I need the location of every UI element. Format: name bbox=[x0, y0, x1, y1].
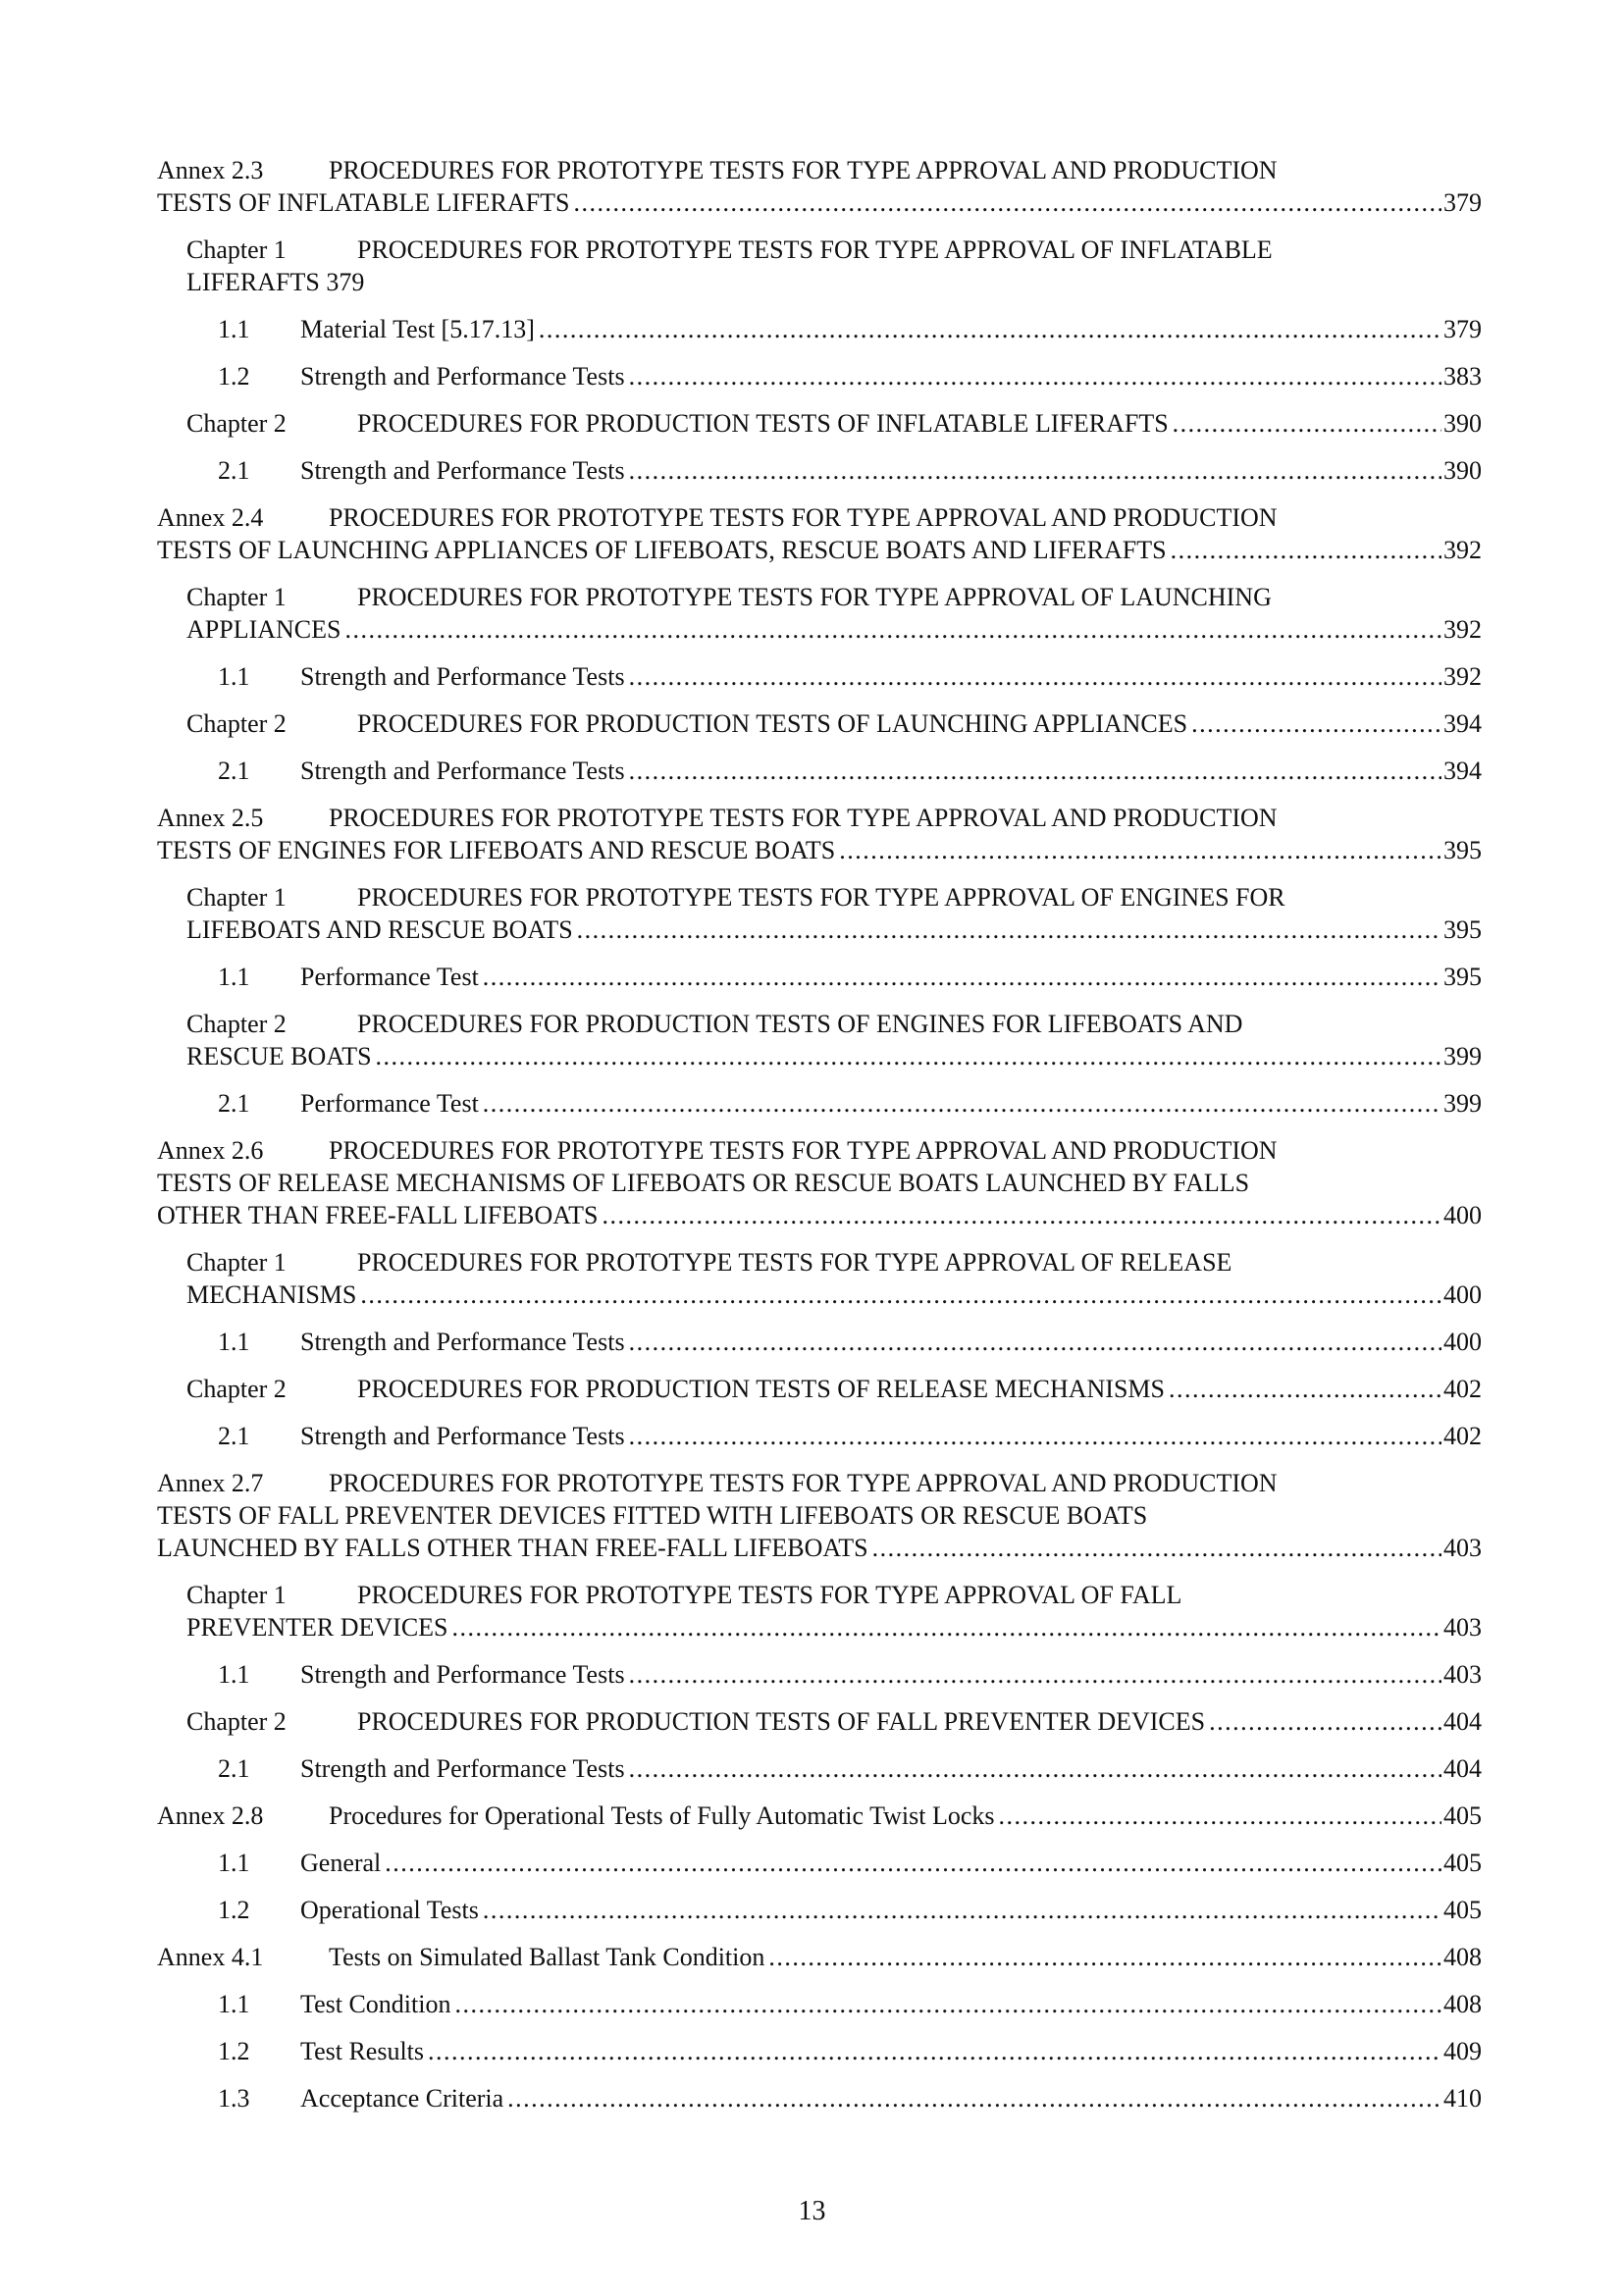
dot-leader bbox=[385, 1847, 1441, 1879]
toc-number: 2.1 bbox=[218, 1754, 250, 1783]
toc-title-line: PROCEDURES FOR PROTOTYPE TESTS FOR TYPE APPROVAL OF LAUNCHING bbox=[357, 583, 1272, 611]
toc-page-number: 390 bbox=[1443, 409, 1482, 438]
toc-title: Performance Test bbox=[300, 1089, 479, 1118]
dot-leader bbox=[602, 1199, 1441, 1231]
toc-title: Strength and Performance Tests bbox=[300, 1422, 625, 1450]
toc-number: 1.2 bbox=[218, 1896, 250, 1924]
toc-page-number: 379 bbox=[1443, 188, 1482, 217]
toc-page-number: 400 bbox=[1443, 1280, 1482, 1309]
dot-leader bbox=[629, 660, 1441, 693]
toc-chapter[interactable] bbox=[157, 581, 1482, 646]
toc-page-number: 404 bbox=[1443, 1707, 1482, 1736]
toc-annex-4-1[interactable] bbox=[157, 1941, 1482, 1973]
toc-number: 2.1 bbox=[218, 1422, 250, 1450]
toc-chapter[interactable] bbox=[157, 1579, 1482, 1644]
dot-leader bbox=[872, 1532, 1441, 1564]
toc-title: Performance Test bbox=[300, 963, 479, 991]
toc-chapter[interactable] bbox=[157, 707, 1482, 740]
dot-leader bbox=[629, 360, 1441, 392]
dot-leader bbox=[507, 2082, 1441, 2114]
toc-page-number: 379 bbox=[326, 268, 365, 296]
toc-title: Operational Tests bbox=[300, 1896, 479, 1924]
toc-title-line: PROCEDURES FOR PRODUCTION TESTS OF ENGINES FOR LIFEBOATS AND bbox=[357, 1010, 1243, 1038]
dot-leader bbox=[483, 1087, 1441, 1120]
toc-title: Acceptance Criteria bbox=[300, 2084, 504, 2113]
toc-number: Chapter 1 bbox=[186, 583, 287, 611]
toc-page-number: 392 bbox=[1443, 615, 1482, 644]
toc-title-line: RESCUE BOATS bbox=[186, 1042, 372, 1070]
toc-number: Chapter 2 bbox=[186, 1010, 287, 1038]
toc-title: Strength and Performance Tests bbox=[300, 757, 625, 785]
toc-title-line: MECHANISMS bbox=[186, 1280, 357, 1309]
toc-chapter[interactable] bbox=[157, 1246, 1482, 1311]
dot-leader bbox=[483, 961, 1441, 993]
toc-chapter[interactable] bbox=[157, 1008, 1482, 1072]
toc-title: PROCEDURES FOR PRODUCTION TESTS OF FALL PREVENTER DEVICES bbox=[357, 1707, 1206, 1736]
toc-section[interactable] bbox=[157, 660, 1482, 693]
toc-number: Annex 2.4 bbox=[157, 503, 264, 532]
toc-title: Test Results bbox=[300, 2037, 425, 2065]
toc-title-line: PROCEDURES FOR PROTOTYPE TESTS FOR TYPE APPROVAL AND PRODUCTION bbox=[329, 156, 1278, 184]
toc-title-line: LIFEBOATS AND RESCUE BOATS bbox=[186, 915, 573, 944]
toc-page-number: 404 bbox=[1443, 1754, 1482, 1783]
toc-number: 1.2 bbox=[218, 2037, 250, 2065]
toc-number: Annex 2.5 bbox=[157, 804, 264, 832]
dot-leader bbox=[1191, 707, 1441, 740]
toc-title-line: PROCEDURES FOR PROTOTYPE TESTS FOR TYPE APPROVAL OF ENGINES FOR bbox=[357, 883, 1285, 912]
toc-number: 1.2 bbox=[218, 362, 250, 391]
dot-leader bbox=[629, 1658, 1441, 1691]
toc-page-number: 399 bbox=[1443, 1042, 1482, 1070]
toc-title: PROCEDURES FOR PRODUCTION TESTS OF INFLATABLE LIFERAFTS bbox=[357, 409, 1169, 438]
toc-page-number: 405 bbox=[1443, 1801, 1482, 1830]
toc-section[interactable] bbox=[157, 1988, 1482, 2020]
dot-leader bbox=[1173, 407, 1441, 440]
toc-title: Strength and Performance Tests bbox=[300, 1660, 625, 1689]
toc-section[interactable] bbox=[157, 1752, 1482, 1785]
toc-section[interactable] bbox=[157, 360, 1482, 392]
dot-leader bbox=[1209, 1705, 1441, 1738]
toc-title-line: OTHER THAN FREE-FALL LIFEBOATS bbox=[157, 1201, 599, 1229]
toc-title: Strength and Performance Tests bbox=[300, 362, 625, 391]
toc-annex-2-7[interactable] bbox=[157, 1467, 1482, 1564]
toc-section[interactable] bbox=[157, 755, 1482, 787]
toc-number: 1.1 bbox=[218, 315, 250, 343]
dot-leader bbox=[454, 1988, 1441, 2020]
dot-leader bbox=[768, 1941, 1441, 1973]
toc-page-number: 379 bbox=[1443, 315, 1482, 343]
toc-title: Procedures for Operational Tests of Fully Automatic Twist Locks bbox=[329, 1801, 995, 1830]
toc-title: Strength and Performance Tests bbox=[300, 662, 625, 691]
toc-annex-2-4[interactable] bbox=[157, 501, 1482, 566]
toc-section[interactable] bbox=[157, 1420, 1482, 1452]
toc-annex-2-6[interactable] bbox=[157, 1134, 1482, 1231]
toc-title: Test Condition bbox=[300, 1990, 451, 2018]
toc-page-number: 383 bbox=[1443, 362, 1482, 391]
toc-number: Annex 2.7 bbox=[157, 1469, 264, 1497]
toc-number: Annex 2.8 bbox=[157, 1801, 264, 1830]
toc-section[interactable] bbox=[157, 1894, 1482, 1926]
toc-page-number: 405 bbox=[1443, 1849, 1482, 1877]
toc-number: Chapter 2 bbox=[186, 409, 287, 438]
toc-chapter[interactable] bbox=[157, 234, 1482, 298]
toc-page-number: 410 bbox=[1443, 2084, 1482, 2113]
toc-chapter[interactable] bbox=[157, 407, 1482, 440]
toc-title: Strength and Performance Tests bbox=[300, 1328, 625, 1356]
toc-title-line: TESTS OF RELEASE MECHANISMS OF LIFEBOATS OR RESCUE BOATS LAUNCHED BY FALLS bbox=[157, 1169, 1250, 1197]
toc-title: Strength and Performance Tests bbox=[300, 456, 625, 485]
toc-number: Chapter 1 bbox=[186, 1581, 287, 1609]
toc-section[interactable] bbox=[157, 1326, 1482, 1358]
toc-page-number: 392 bbox=[1443, 662, 1482, 691]
dot-leader bbox=[344, 613, 1441, 646]
dot-leader bbox=[629, 1326, 1441, 1358]
toc-title: Material Test [5.17.13] bbox=[300, 315, 535, 343]
toc-title-line: PROCEDURES FOR PROTOTYPE TESTS FOR TYPE APPROVAL AND PRODUCTION bbox=[329, 1469, 1278, 1497]
toc-title: Tests on Simulated Ballast Tank Condition bbox=[329, 1943, 765, 1971]
toc-title-line: PROCEDURES FOR PROTOTYPE TESTS FOR TYPE APPROVAL OF FALL bbox=[357, 1581, 1182, 1609]
toc-number: Chapter 2 bbox=[186, 709, 287, 738]
toc-number: 1.1 bbox=[218, 662, 250, 691]
toc-number: Chapter 1 bbox=[186, 1248, 287, 1277]
toc-annex-2-8[interactable] bbox=[157, 1800, 1482, 1832]
toc-title-line: PROCEDURES FOR PROTOTYPE TESTS FOR TYPE APPROVAL AND PRODUCTION bbox=[329, 503, 1278, 532]
toc-number: 1.1 bbox=[218, 1660, 250, 1689]
toc-number: 1.1 bbox=[218, 1990, 250, 2018]
toc-title-line: TESTS OF LAUNCHING APPLIANCES OF LIFEBOATS, RESCUE BOATS AND LIFERAFTS bbox=[157, 536, 1167, 564]
toc-page-number: 403 bbox=[1443, 1534, 1482, 1562]
toc-page-number: 400 bbox=[1443, 1328, 1482, 1356]
dot-leader bbox=[428, 2035, 1441, 2067]
toc-section[interactable] bbox=[157, 1847, 1482, 1879]
toc-title-line: PROCEDURES FOR PROTOTYPE TESTS FOR TYPE APPROVAL AND PRODUCTION bbox=[329, 804, 1278, 832]
toc-number: Annex 2.3 bbox=[157, 156, 264, 184]
toc-title-line: PROCEDURES FOR PROTOTYPE TESTS FOR TYPE APPROVAL AND PRODUCTION bbox=[329, 1136, 1278, 1165]
toc-title: General bbox=[300, 1849, 382, 1877]
toc-section[interactable] bbox=[157, 1658, 1482, 1691]
dot-leader bbox=[1171, 534, 1441, 566]
toc-title-line: PROCEDURES FOR PROTOTYPE TESTS FOR TYPE APPROVAL OF INFLATABLE bbox=[357, 235, 1273, 264]
toc-title-line: PROCEDURES FOR PROTOTYPE TESTS FOR TYPE APPROVAL OF RELEASE bbox=[357, 1248, 1232, 1277]
toc-page-number: 403 bbox=[1443, 1613, 1482, 1642]
dot-leader bbox=[452, 1611, 1442, 1644]
toc-page-number: 394 bbox=[1443, 709, 1482, 738]
toc-number: 1.3 bbox=[218, 2084, 250, 2113]
toc-number: Chapter 2 bbox=[186, 1375, 287, 1403]
toc-page-number: 403 bbox=[1443, 1660, 1482, 1689]
toc-page-number: 395 bbox=[1443, 915, 1482, 944]
toc-title-line: APPLIANCES bbox=[186, 615, 341, 644]
toc-number: Chapter 1 bbox=[186, 235, 287, 264]
toc-section[interactable] bbox=[157, 961, 1482, 993]
toc-page-number: 405 bbox=[1443, 1896, 1482, 1924]
toc-chapter[interactable] bbox=[157, 1705, 1482, 1738]
toc-page-number: 392 bbox=[1443, 536, 1482, 564]
dot-leader bbox=[629, 454, 1441, 487]
toc-section[interactable] bbox=[157, 1087, 1482, 1120]
toc-page-number: 394 bbox=[1443, 757, 1482, 785]
dot-leader bbox=[629, 1752, 1441, 1785]
toc-number: 1.1 bbox=[218, 1849, 250, 1877]
toc-number: Chapter 1 bbox=[186, 883, 287, 912]
toc-section[interactable] bbox=[157, 454, 1482, 487]
dot-leader bbox=[839, 834, 1441, 866]
toc-page-number: 399 bbox=[1443, 1089, 1482, 1118]
toc-number: 2.1 bbox=[218, 1089, 250, 1118]
toc-title-line: TESTS OF ENGINES FOR LIFEBOATS AND RESCUE BOATS bbox=[157, 836, 836, 864]
toc-title-line: PREVENTER DEVICES bbox=[186, 1613, 448, 1642]
toc-title-line: LIFERAFTS bbox=[186, 268, 320, 296]
toc-number: Annex 4.1 bbox=[157, 1943, 264, 1971]
toc-title: Strength and Performance Tests bbox=[300, 1754, 625, 1783]
toc-page-number: 395 bbox=[1443, 836, 1482, 864]
toc-title-line: TESTS OF FALL PREVENTER DEVICES FITTED WITH LIFEBOATS OR RESCUE BOATS bbox=[157, 1501, 1148, 1530]
dot-leader bbox=[629, 755, 1441, 787]
dot-leader bbox=[483, 1894, 1441, 1926]
toc-page-number: 402 bbox=[1443, 1375, 1482, 1403]
page-number: 13 bbox=[798, 2196, 826, 2226]
toc-section[interactable] bbox=[157, 2082, 1482, 2114]
toc-title-line: TESTS OF INFLATABLE LIFERAFTS bbox=[157, 188, 570, 217]
toc-page-number: 402 bbox=[1443, 1422, 1482, 1450]
dot-leader bbox=[577, 913, 1441, 946]
toc-title: PROCEDURES FOR PRODUCTION TESTS OF RELEASE MECHANISMS bbox=[357, 1375, 1165, 1403]
toc-page-number: 390 bbox=[1443, 456, 1482, 485]
toc-number: Annex 2.6 bbox=[157, 1136, 264, 1165]
toc-page-number: 408 bbox=[1443, 1943, 1482, 1971]
toc-number: 2.1 bbox=[218, 456, 250, 485]
toc-number: Chapter 2 bbox=[186, 1707, 287, 1736]
toc-number: 1.1 bbox=[218, 1328, 250, 1356]
dot-leader bbox=[376, 1040, 1441, 1072]
toc-page-number: 400 bbox=[1443, 1201, 1482, 1229]
toc-annex-2-5[interactable] bbox=[157, 802, 1482, 866]
dot-leader bbox=[539, 313, 1441, 345]
toc-number: 2.1 bbox=[218, 757, 250, 785]
dot-leader bbox=[360, 1278, 1441, 1311]
toc-page-number: 409 bbox=[1443, 2037, 1482, 2065]
toc-annex-2-3[interactable] bbox=[157, 154, 1482, 219]
toc-title-line: LAUNCHED BY FALLS OTHER THAN FREE-FALL LIFEBOATS bbox=[157, 1534, 868, 1562]
toc-title: PROCEDURES FOR PRODUCTION TESTS OF LAUNCHING APPLIANCES bbox=[357, 709, 1188, 738]
dot-leader bbox=[629, 1420, 1441, 1452]
dot-leader bbox=[1169, 1373, 1441, 1405]
toc-chapter[interactable] bbox=[157, 1373, 1482, 1405]
dot-leader bbox=[999, 1800, 1441, 1832]
toc-page-number: 395 bbox=[1443, 963, 1482, 991]
toc-number: 1.1 bbox=[218, 963, 250, 991]
toc-chapter[interactable] bbox=[157, 881, 1482, 946]
toc-page-number: 408 bbox=[1443, 1990, 1482, 2018]
table-of-contents bbox=[157, 154, 1482, 2114]
toc-section[interactable] bbox=[157, 2035, 1482, 2067]
toc-section[interactable] bbox=[157, 313, 1482, 345]
dot-leader bbox=[573, 186, 1441, 219]
